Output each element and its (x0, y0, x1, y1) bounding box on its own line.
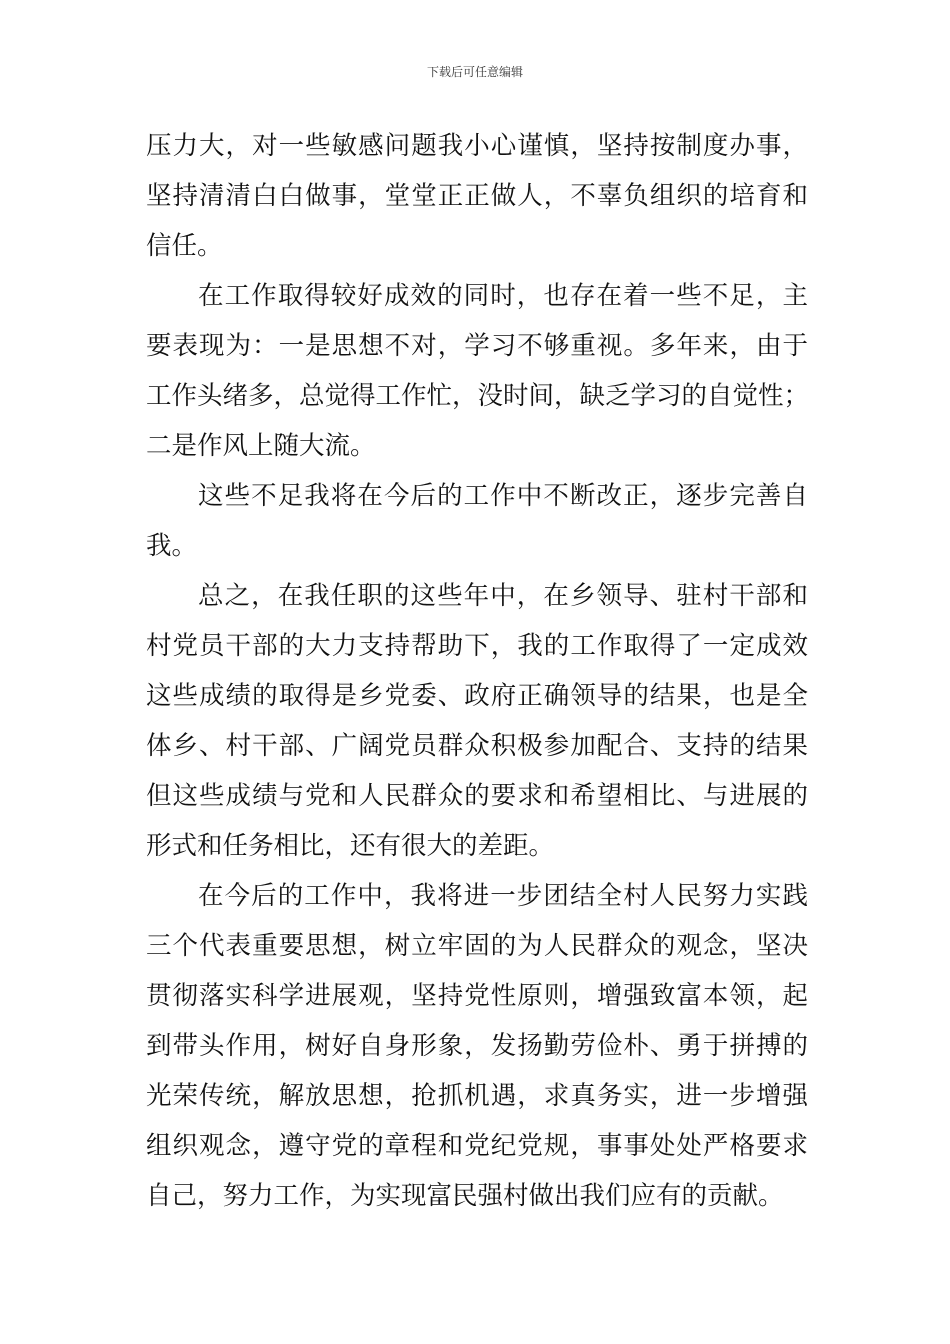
document-body (146, 121, 808, 1221)
text-line: 光荣传统，解放思想，抢抓机遇，求真务实，进一步增强 (146, 1081, 808, 1111)
text-line: 总之，在我任职的这些年中，在乡领导、驻村干部和 (198, 581, 808, 611)
text-line: 组织观念，遵守党的章程和党纪党规，事事处处严格要求 (146, 1131, 808, 1161)
text-line: 体乡、村干部、广阔党员群众积极参加配合、支持的结果 (146, 731, 808, 761)
text-line: 村党员干部的大力支持帮助下，我的工作取得了一定成效 (146, 631, 808, 661)
text-line: 这些不足我将在今后的工作中不断改正，逐步完善自 (198, 481, 808, 511)
text-line: 这些成绩的取得是乡党委、政府正确领导的结果，也是全 (146, 681, 808, 711)
text-line: 二是作风上随大流。 (146, 431, 376, 461)
text-line: 自己，努力工作，为实现富民强村做出我们应有的贡献。 (146, 1181, 784, 1211)
text-line: 压力大，对一些敏感问题我小心谨慎，坚持按制度办事， (146, 131, 808, 161)
text-line: 贯彻落实科学进展观，坚持党性原则，增强致富本领，起 (146, 981, 808, 1011)
text-line: 形式和任务相比，还有很大的差距。 (146, 831, 555, 861)
text-line: 我。 (146, 531, 198, 561)
text-line: 三个代表重要思想，树立牢固的为人民群众的观念，坚决 (146, 931, 808, 961)
text-line: 工作头绪多，总觉得工作忙，没时间，缺乏学习的自觉性； (146, 381, 810, 411)
page-header: 下载后可任意编辑 (426, 65, 523, 79)
text-line: 要表现为：一是思想不对，学习不够重视。多年来，由于 (146, 331, 808, 361)
text-line: 在今后的工作中，我将进一步团结全村人民努力实践 (198, 881, 808, 911)
text-line: 到带头作用，树好自身形象，发扬勤劳俭朴、勇于拼搏的 (146, 1031, 808, 1061)
text-line: 在工作取得较好成效的同时，也存在着一些不足，主 (198, 281, 808, 311)
text-line: 但这些成绩与党和人民群众的要求和希望相比、与进展的 (146, 781, 808, 811)
text-line: 信任。 (146, 231, 223, 261)
text-line: 坚持清清白白做事，堂堂正正做人，不辜负组织的培育和 (146, 181, 808, 211)
